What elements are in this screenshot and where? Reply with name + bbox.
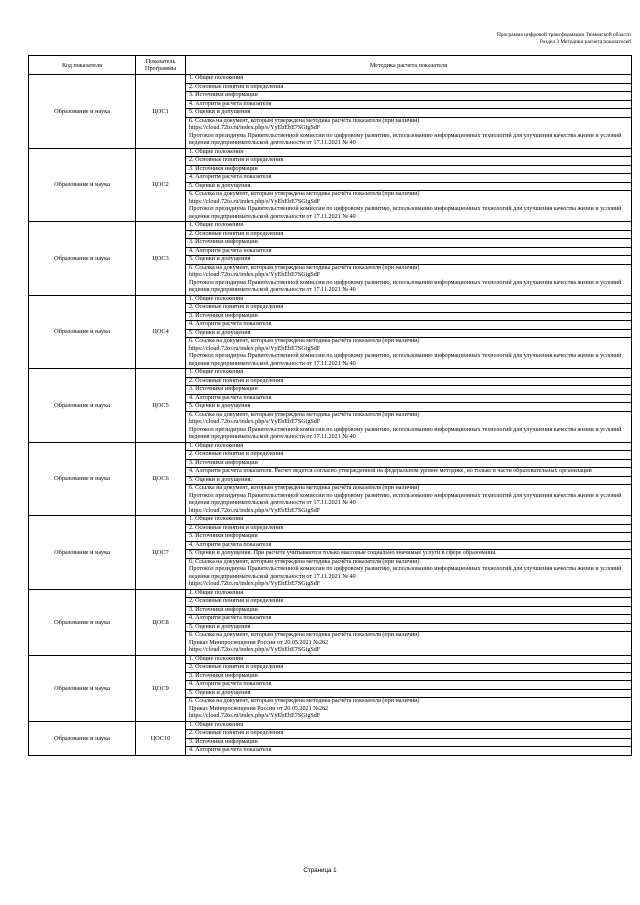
method-cell	[186, 516, 632, 590]
method-item: 6. Ссылка на документ, которым утверждена методика расчёта показателя (при наличии) Приказ Минпросвещения России от 20.05.2021 №262 https://cloud.72to.ru/index.php/s/YyEbEbE7SGigSdF	[186, 631, 631, 655]
method-item: 6. Ссылка на документ, которым утверждена методика расчёта показателя (при наличии) Протокол президиума Правительственной комиссии по цифровому развитию, использованию информационных технологий для улучшения качества жизни и условий ведения предпринимательской деятельности от 17.11.2021 № 40 https://cloud.72to.ru/index.php/s/YyEbEbE7SGigSdF	[186, 484, 631, 515]
method-cell	[186, 75, 632, 149]
method-item: 3. Источники информации	[186, 165, 631, 174]
method-item: 1. Общие положения	[189, 148, 244, 155]
method-item: 4. Алгоритм расчета показателя	[186, 247, 631, 256]
method-item: 4. Алгоритм расчета показателя	[186, 614, 631, 623]
method-item: 1. Общие положения	[189, 442, 244, 449]
method-item: 2. Основные понятия и определения	[186, 450, 631, 459]
method-item: 1. Общие положения	[189, 295, 244, 302]
table-row	[29, 75, 632, 149]
method-item: 3. Источники информации	[186, 532, 631, 541]
table-row	[29, 442, 632, 516]
method-item: 5. Оценки и допущения.	[186, 476, 631, 485]
table-row	[29, 589, 632, 655]
method-item: 6. Ссылка на документ, которым утверждена методика расчёта показателя (при наличии) Приказ Минпросвещения России от 20.05.2021 №262 https://cloud.72to.ru/index.php/s/YyEbEbE7SGigSdF	[186, 697, 631, 721]
method-cell	[186, 369, 632, 443]
page-number: Страница 1	[303, 867, 337, 874]
method-item: 2. Основные понятия и определения	[186, 729, 631, 738]
method-item: 2. Основные понятия и определения	[186, 377, 631, 386]
table-header-row	[29, 56, 632, 75]
method-item: 4. Алгоритм расчета показателя	[186, 394, 631, 403]
header-line-2: Раздел 3 Методики расчета показателей	[539, 38, 631, 45]
indicator-code-cell: Образование и наука	[29, 516, 136, 590]
indicator-id-cell: ЦОС10	[136, 721, 186, 755]
indicator-code-cell: Образование и наука	[29, 721, 136, 755]
table-body	[29, 75, 632, 756]
method-item: 5. Оценки и допущения.	[186, 182, 631, 191]
method-item: 3. Источники информации	[186, 385, 631, 394]
method-item: 2. Основные понятия и определения	[186, 303, 631, 312]
method-item: 3. Источники информации	[186, 606, 631, 615]
method-item: 4. Алгоритм расчета показателя	[186, 746, 631, 755]
method-item: 2. Основные понятия и определения	[186, 663, 631, 672]
method-item: 5. Оценки и допущения	[186, 402, 631, 411]
method-item: 3. Источники информации	[186, 91, 631, 100]
method-item: 3. Источники информации	[186, 238, 631, 247]
method-item: 2. Основные понятия и определения	[186, 230, 631, 239]
method-item: 6. Ссылка на документ, которым утверждена методика расчёта показателя (при наличии) Протокол президиума Правительственной комиссии по цифровому развитию, использованию информационных технологий для улучшения качества жизни и условий ведения предпринимательской деятельности от 17.11.2021 № 40 https://cloud.72to.ru/index.php/s/YyEbEbE7SGigSdF	[186, 558, 631, 589]
method-cell	[186, 295, 632, 369]
method-item: 1. Общие положения	[189, 721, 244, 728]
method-item: 6. Ссылка на документ, которым утверждена методика расчёта показателя (при наличии) https://cloud.72to.ru/index.php/s/YyEbEbE7SGigSdF Протокол президиума Правительственной комиссии по цифровому развитию, использованию информационных технологий для улучшения качества жизни и условий ведения предпринимательской деятельности от 17.11.2021 № 40	[186, 411, 631, 442]
column-header-indicator: Показатель Программы	[136, 56, 186, 75]
methodology-table	[28, 55, 632, 756]
table-row	[29, 295, 632, 369]
method-item: 5. Оценки и допущения	[186, 329, 631, 338]
method-item: 1. Общие положения	[189, 655, 244, 662]
method-item: 4. Алгоритм расчета показателя	[186, 680, 631, 689]
method-item: 4. Алгоритм расчета показателя	[186, 320, 631, 329]
column-header-method: Методика расчета показателя	[186, 56, 632, 75]
method-item: 1. Общие положения	[189, 75, 244, 81]
method-item: 3. Источники информации	[186, 312, 631, 321]
indicator-id-cell: ЦОС9	[136, 655, 186, 721]
method-item: 2. Основные понятия и определения	[186, 83, 631, 92]
indicator-code-cell: Образование и наука	[29, 589, 136, 655]
method-item: 6. Ссылка на документ, которым утверждена методика расчёта показателя (при наличии) https://cloud.72to.ru/index.php/s/YyEbEbE7SGigSdF Протокол президиума Правительственной комиссии по цифровому развитию, использованию информационных технологий для улучшения качества жизни и условий ведения предпринимательской деятельности от 17.11.2021 № 40	[186, 190, 631, 221]
method-item: 4. Алгоритм расчета показателя. Расчет ведется согласно утвержденной на федеральном уровне методике, но только в части образовательных организаций	[186, 467, 631, 476]
method-cell	[186, 222, 632, 296]
indicator-id-cell: ЦОС7	[136, 516, 186, 590]
method-item: 3. Источники информации	[186, 672, 631, 681]
indicator-id-cell: ЦОС4	[136, 295, 186, 369]
indicator-id-cell: ЦОС3	[136, 222, 186, 296]
method-item: 5. Оценки и допущения	[186, 689, 631, 698]
method-item: 1. Общие положения	[189, 222, 244, 228]
table-viewport	[0, 55, 640, 846]
method-item: 5. Оценки и допущения	[186, 623, 631, 632]
table-row	[29, 148, 632, 222]
table-row	[29, 222, 632, 296]
method-item: 6. Ссылка на документ, которым утверждена методика расчёта показателя (при наличии) https://cloud.72to.ru/index.php/s/YyEbEbE7SGigSdF Протокол президиума Правительственной комиссии по цифровому развитию, использованию информационных технологий для улучшения качества жизни и условий ведения предпринимательской деятельности от 17.11.2021 № 40	[186, 337, 631, 368]
method-item: 4. Алгоритм расчета показателя	[186, 100, 631, 109]
method-item: 5. Оценки и допущения	[186, 108, 631, 117]
method-cell	[186, 655, 632, 721]
method-cell	[186, 721, 632, 755]
method-item: 3. Источники информации	[186, 459, 631, 468]
method-cell	[186, 148, 632, 222]
method-item: 5. Оценки и допущения	[186, 255, 631, 264]
indicator-id-cell: ЦОС2	[136, 148, 186, 222]
document-header	[497, 32, 631, 46]
table-row	[29, 721, 632, 755]
method-item: 6. Ссылка на документ, которым утверждена методика расчёта показателя (при наличии) https://cloud.72to.ru/index.php/s/YyEbEbE7SGigSdF Протокол президиума Правительственной комиссии по цифровому развитию, использованию информационных технологий для улучшения качества жизни и условий ведения предпринимательской деятельности от 17.11.2021 № 40	[186, 264, 631, 295]
method-item: 1. Общие положения	[189, 516, 244, 522]
method-item: 6. Ссылка на документ, которым утверждена методика расчёта показателя (при наличии) https://cloud.72to.ru/index.php/s/YyEbEbE7SGigSdF Протокол президиума Правительственной комиссии по цифровому развитию, использованию информационных технологий для улучшения качества жизни и условий ведения предпринимательской деятельности от 17.11.2021 № 40	[186, 117, 631, 148]
indicator-code-cell: Образование и наука	[29, 442, 136, 516]
indicator-code-cell: Образование и наука	[29, 148, 136, 222]
method-item: 1. Общие положения	[189, 369, 244, 375]
indicator-id-cell: ЦОС1	[136, 75, 186, 149]
table-row	[29, 655, 632, 721]
indicator-id-cell: ЦОС8	[136, 589, 186, 655]
method-item: 2. Основные понятия и определения	[186, 156, 631, 165]
indicator-code-cell: Образование и наука	[29, 295, 136, 369]
method-cell	[186, 589, 632, 655]
method-cell	[186, 442, 632, 516]
indicator-id-cell: ЦОС6	[136, 442, 186, 516]
indicator-code-cell: Образование и наука	[29, 655, 136, 721]
indicator-id-cell: ЦОС5	[136, 369, 186, 443]
method-item: 1. Общие положения	[189, 589, 244, 596]
method-item: 3. Источники информации	[186, 738, 631, 747]
table-row	[29, 516, 632, 590]
method-item: 2. Основные понятия и определения	[186, 597, 631, 606]
method-item: 5. Оценки и допущения. При расчете учитываются только массовые социально значимые услуги в сфере образования.	[186, 549, 631, 558]
method-item: 4. Алгоритм расчета показателя	[186, 541, 631, 550]
indicator-code-cell: Образование и наука	[29, 222, 136, 296]
method-item: 2. Основные понятия и определения	[186, 524, 631, 533]
header-line-1: Программа цифровой трансформации Тюменской области	[497, 32, 631, 38]
table-row	[29, 369, 632, 443]
indicator-code-cell: Образование и наука	[29, 369, 136, 443]
column-header-code: Код показателя	[29, 56, 136, 75]
method-item: 4. Алгоритм расчета показателя	[186, 173, 631, 182]
indicator-code-cell: Образование и наука	[29, 75, 136, 149]
